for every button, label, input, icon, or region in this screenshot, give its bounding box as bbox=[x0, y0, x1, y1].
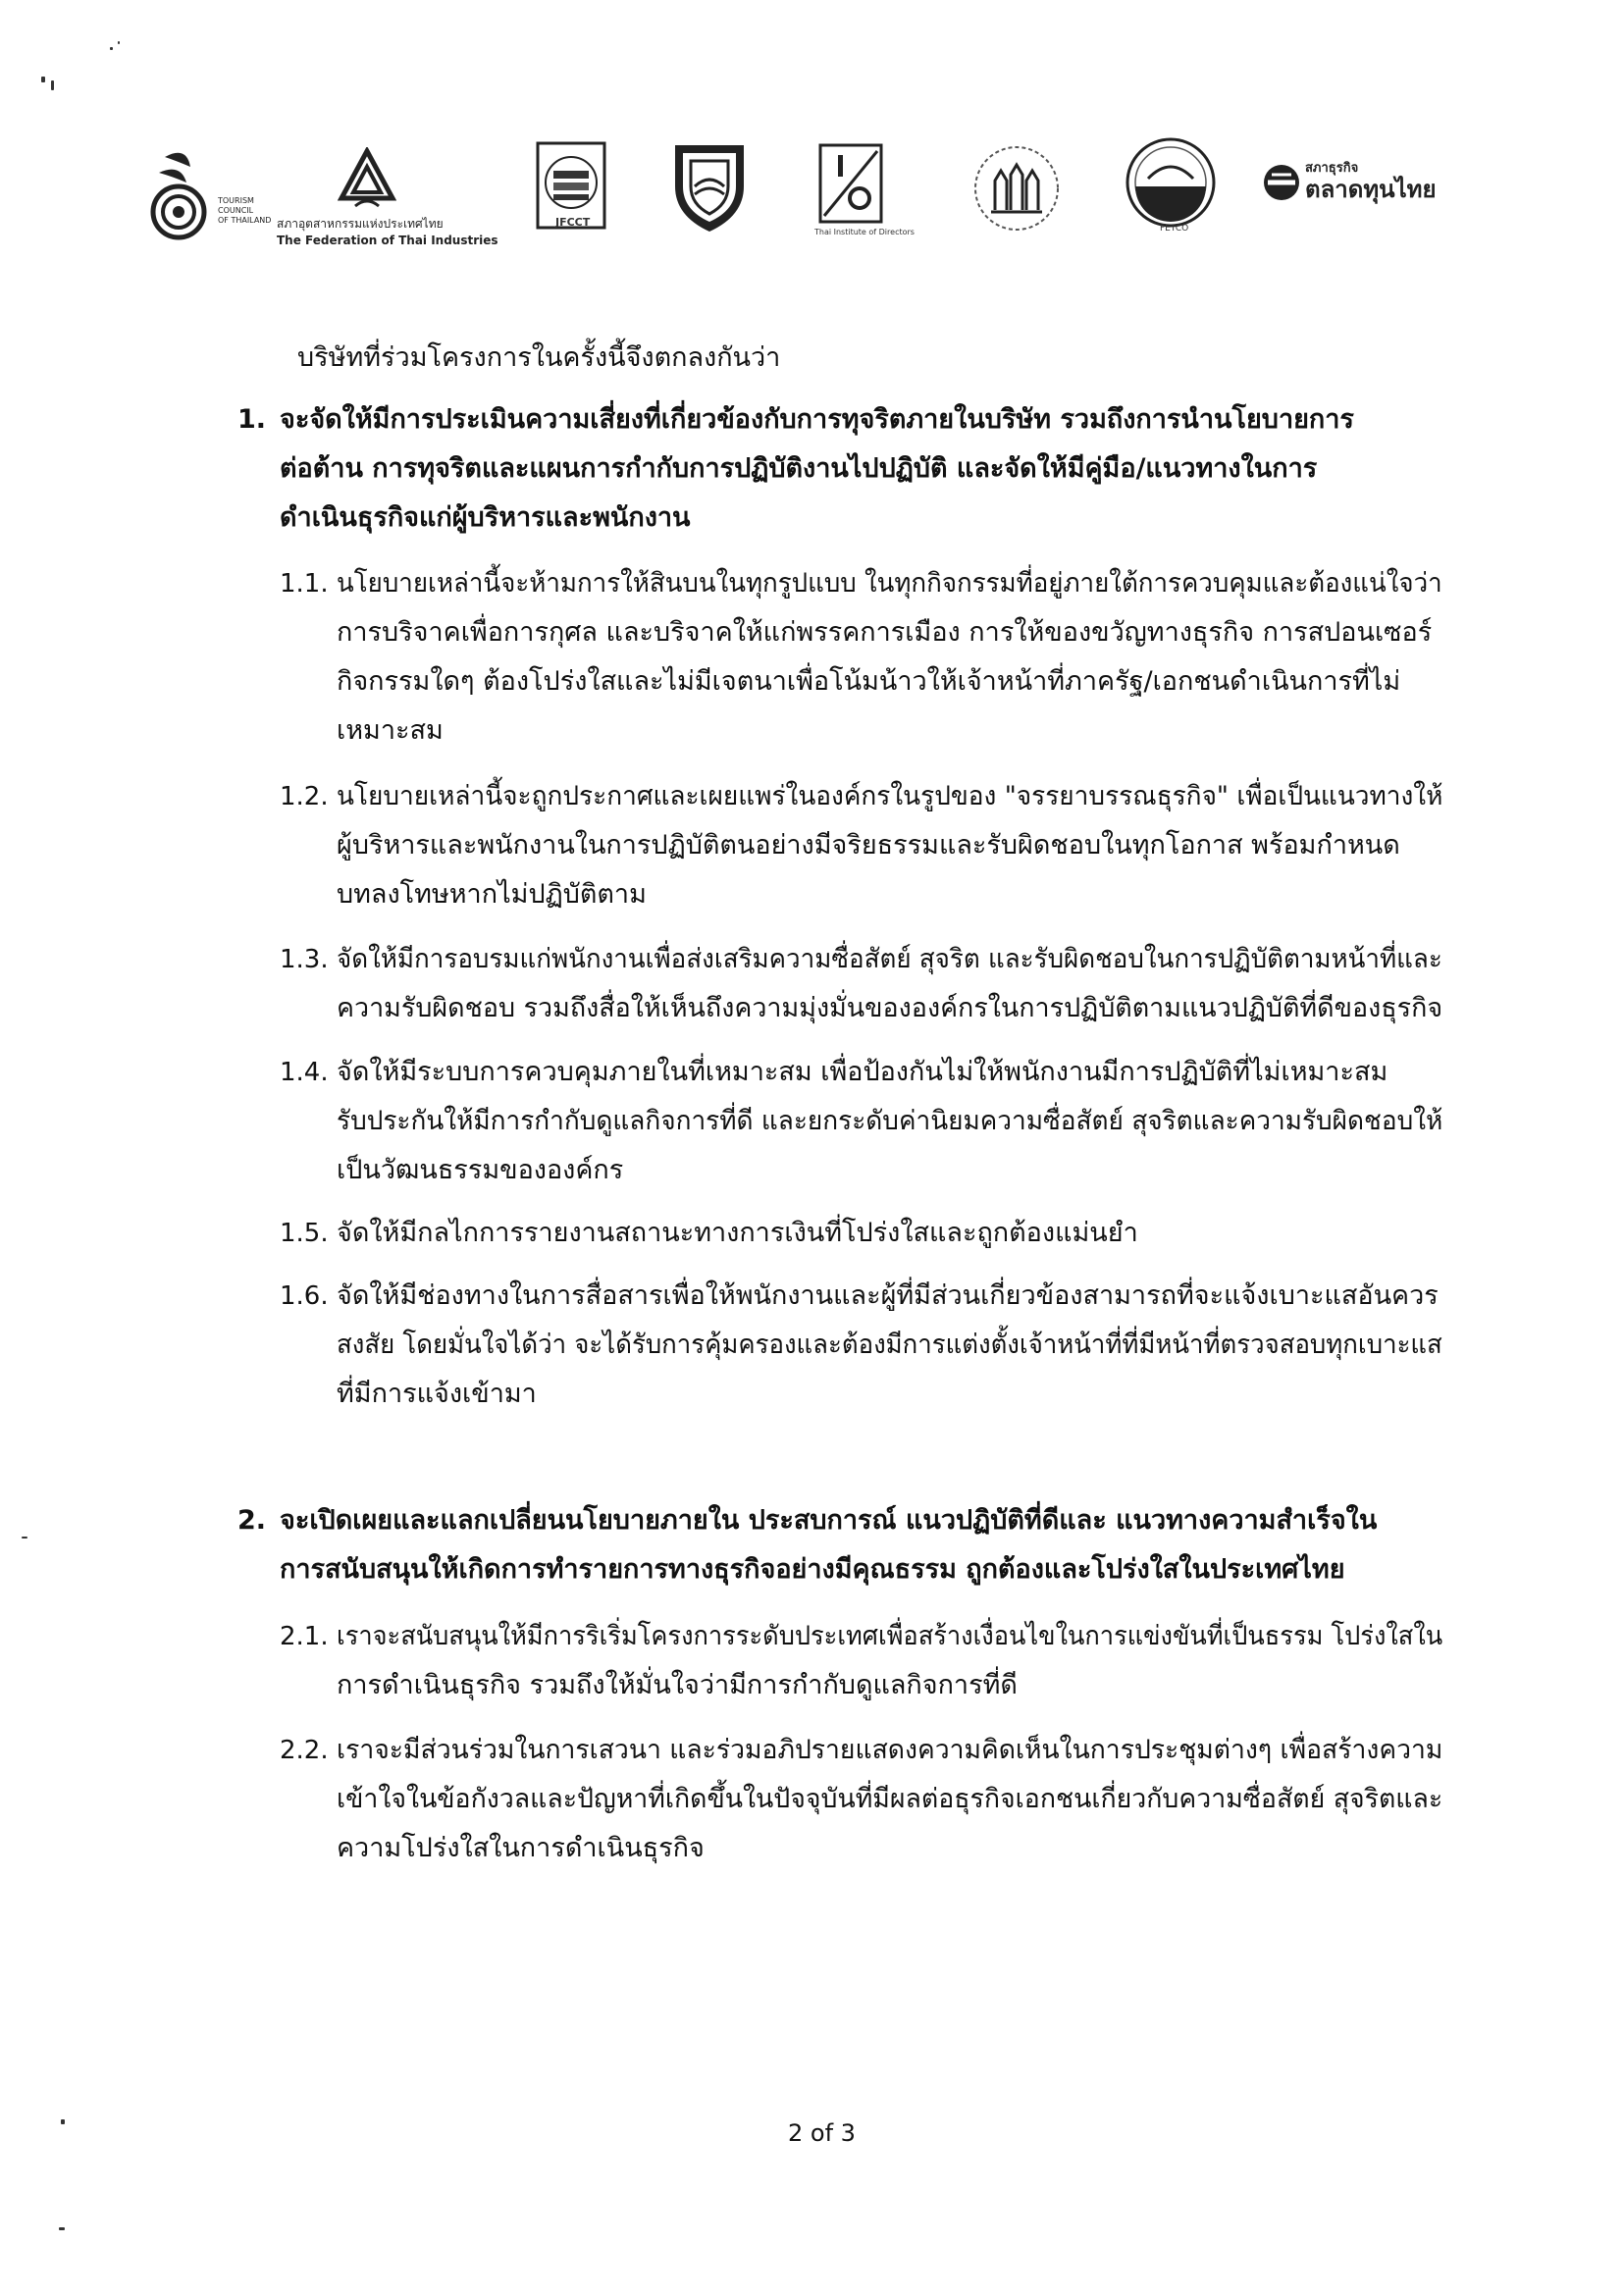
shield-crest-logo bbox=[669, 137, 750, 235]
item-number: 1.3. bbox=[280, 945, 329, 974]
item-number: 1.6. bbox=[280, 1281, 329, 1311]
item-line: การบริจาคเพื่อการกุศล และบริจาคให้แก่พรรคการเมือง การให้ของขวัญทางธุรกิจ การสปอนเซอร์ bbox=[337, 617, 1433, 648]
iod-caption: Thai Institute of Directors bbox=[814, 228, 915, 236]
logo-strip bbox=[0, 128, 1623, 265]
shield-icon bbox=[669, 137, 750, 235]
item-line: รับประกันให้มีการกำกับดูแลกิจการที่ดี และยกระดับค่านิยมความซื่อสัตย์ สุจริตและความรับผิดชอบให้ bbox=[337, 1106, 1443, 1136]
item-number: 2.2. bbox=[280, 1736, 329, 1765]
item-line: กิจกรรมใดๆ ต้องโปร่งใสและไม่มีเจตนาเพื่อโน้มน้าวให้เจ้าหน้าที่ภาครัฐ/เอกชนดำเนินการที่ไม่ bbox=[337, 666, 1401, 697]
item-line: ผู้บริหารและพนักงานในการปฏิบัติตนอย่างมีจริยธรรมและรับผิดชอบในทุกโอกาส พร้อมกำหนด bbox=[337, 830, 1400, 861]
fetco-caption: FETCO bbox=[1160, 224, 1189, 234]
scan-speck bbox=[22, 1537, 27, 1539]
scan-speck bbox=[61, 2119, 65, 2124]
item-line: ความโปร่งใสในการดำเนินธุรกิจ bbox=[337, 1833, 705, 1863]
round-building-logo bbox=[971, 141, 1062, 235]
capital-market-line1: สภาธุรกิจ bbox=[1305, 161, 1359, 176]
capital-market-logo bbox=[1262, 161, 1437, 203]
fetco-logo bbox=[1121, 135, 1221, 234]
item-line: จัดให้มีการอบรมแก่พนักงานเพื่อส่งเสริมความซื่อสัตย์ สุจริต และรับผิดชอบในการปฏิบัติตามหน้าที่และ bbox=[337, 944, 1442, 974]
jfcct-logo bbox=[534, 139, 608, 234]
tourism-council-line: OF THAILAND bbox=[218, 216, 272, 225]
section-heading-line: จะจัดให้มีการประเมินความเสี่ยงที่เกี่ยวข้องกับการทุจริตภายในบริษัท รวมถึงการนำนโยบายการ bbox=[280, 404, 1354, 435]
item-line: เราจะสนับสนุนให้มีการริเริ่มโครงการระดับประเทศเพื่อสร้างเงื่อนไขในการแข่งขันที่เป็นธรรม โปร่งใสใน bbox=[337, 1621, 1443, 1651]
iod-logo bbox=[814, 143, 915, 236]
item-line: จัดให้มีช่องทางในการสื่อสารเพื่อให้พนักงานและผู้ที่มีส่วนเกี่ยวข้องสามารถที่จะแจ้งเบาะแสอันควร bbox=[337, 1280, 1439, 1311]
item-number: 1.4. bbox=[280, 1058, 329, 1087]
item-line: เราจะมีส่วนร่วมในการเสวนา และร่วมอภิปรายแสดงความคิดเห็นในการประชุมต่างๆ เพื่อสร้างความ bbox=[337, 1735, 1443, 1765]
building-emblem bbox=[971, 141, 1062, 235]
section-heading-line: จะเปิดเผยและแลกเปลี่ยนนโยบายภายใน ประสบการณ์ แนวปฏิบัติที่ดีและ แนวทางความสำเร็จใน bbox=[280, 1505, 1378, 1536]
fetco-emblem bbox=[1121, 135, 1221, 234]
capital-market-icon bbox=[1262, 163, 1301, 202]
item-line: บทลงโทษหากไม่ปฏิบัติตาม bbox=[337, 879, 647, 910]
section-number: 1. bbox=[237, 404, 267, 435]
section-heading-line: ต่อต้าน การทุจริตและแผนการกำกับการปฏิบัติงานไปปฏิบัติ และจัดให้มีคู่มือ/แนวทางในการ bbox=[280, 453, 1318, 484]
item-number: 1.5. bbox=[280, 1219, 329, 1248]
scan-speck bbox=[59, 2227, 65, 2230]
fti-thai-name: สภาอุตสาหกรรมแห่งประเทศไทย bbox=[277, 217, 444, 231]
item-line: จัดให้มีกลไกการรายงานสถานะทางการเงินที่โปร่งใสและถูกต้องแม่นยำ bbox=[337, 1218, 1138, 1248]
item-number: 1.2. bbox=[280, 782, 329, 811]
item-number: 2.1. bbox=[280, 1622, 329, 1651]
fti-english-name: The Federation of Thai Industries bbox=[277, 234, 498, 247]
item-line: เหมาะสม bbox=[337, 715, 444, 746]
item-line: ที่มีการแจ้งเข้ามา bbox=[337, 1379, 537, 1409]
tourism-council-line: COUNCIL bbox=[218, 206, 254, 215]
scan-speck bbox=[41, 77, 45, 82]
item-number: 1.1. bbox=[280, 569, 329, 599]
tourism-council-emblem bbox=[147, 147, 216, 245]
jfcct-text: JFCCT bbox=[555, 216, 591, 229]
item-line: การดำเนินธุรกิจ รวมถึงให้มั่นใจว่ามีการกำกับดูแลกิจการที่ดี bbox=[337, 1670, 1018, 1700]
item-line: ความรับผิดชอบ รวมถึงสื่อให้เห็นถึงความมุ่งมั่นขององค์กรในการปฏิบัติตามแนวปฏิบัติที่ดีของธุรกิจ bbox=[337, 993, 1443, 1023]
item-line: สงสัย โดยมั่นใจได้ว่า จะได้รับการคุ้มครองและต้องมีการแต่งตั้งเจ้าหน้าที่ที่มีหน้าที่ตรวจสอบทุกเบาะแส bbox=[337, 1330, 1442, 1360]
item-line: นโยบายเหล่านี้จะห้ามการให้สินบนในทุกรูปแบบ ในทุกกิจกรรมที่อยู่ภายใต้การควบคุมและต้องแน่ใจว่า bbox=[337, 568, 1442, 599]
section-heading-line: การสนับสนุนให้เกิดการทำรายการทางธุรกิจอย่างมีคุณธรรม ถูกต้องและโปร่งใสในประเทศไทย bbox=[280, 1554, 1345, 1585]
tourism-council-line: TOURISM bbox=[218, 196, 254, 205]
page-number: 2 of 3 bbox=[788, 2119, 856, 2147]
scan-speck bbox=[51, 80, 54, 90]
item-line: นโยบายเหล่านี้จะถูกประกาศและเผยแพร่ในองค์กรในรูปของ "จรรยาบรรณธุรกิจ" เพื่อเป็นแนวทางให้ bbox=[337, 781, 1443, 811]
tourism-council-logo bbox=[147, 147, 272, 245]
section-heading-line: ดำเนินธุรกิจแก่ผู้บริหารและพนักงาน bbox=[280, 502, 691, 533]
section-number: 2. bbox=[237, 1505, 267, 1536]
item-line: เข้าใจในข้อกังวลและปัญหาที่เกิดขึ้นในปัจจุบันที่มีผลต่อธุรกิจเอกชนเกี่ยวกับความซื่อสัตย์ สุจริตและ bbox=[337, 1784, 1443, 1814]
capital-market-line2: ตลาดทุนไทย bbox=[1305, 176, 1437, 203]
scan-speck bbox=[118, 41, 120, 44]
item-line: จัดให้มีระบบการควบคุมภายในที่เหมาะสม เพื่อป้องกันไม่ให้พนักงานมีการปฏิบัติที่ไม่เหมาะสม bbox=[337, 1057, 1388, 1087]
intro-line: บริษัทที่ร่วมโครงการในครั้งนี้จึงตกลงกันว่า bbox=[297, 342, 781, 373]
item-line: เป็นวัฒนธรรมขององค์กร bbox=[337, 1155, 624, 1185]
scan-speck bbox=[110, 47, 113, 50]
iod-emblem bbox=[818, 143, 883, 224]
fti-triangle-icon bbox=[338, 147, 396, 208]
